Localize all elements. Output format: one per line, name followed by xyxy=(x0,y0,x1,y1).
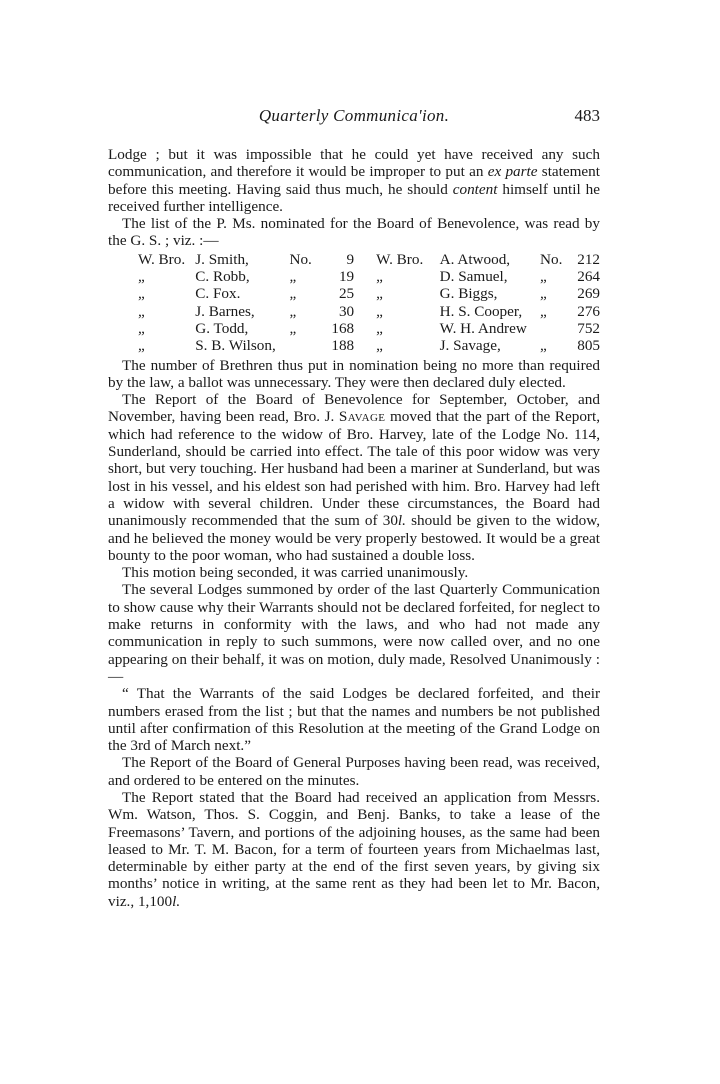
nominee-name: C. Robb, xyxy=(195,268,250,286)
lodge-no-label: „ xyxy=(540,285,547,303)
lodge-no-label: „ xyxy=(289,285,297,303)
nominee-prefix: „ xyxy=(138,268,145,286)
lodge-number: 264 xyxy=(577,268,600,286)
paragraph-5: This motion being seconded, it was carried unanimously. xyxy=(122,564,469,582)
running-title: Quarterly Communica'ion. xyxy=(258,106,450,125)
lodge-no-label: „ xyxy=(289,319,297,337)
text-run: himself until he received further intelligence. xyxy=(108,180,600,215)
nominee-name: D. Samuel, xyxy=(439,268,508,286)
nominee-name: W. H. Andrew xyxy=(439,319,527,337)
nominee-prefix: „ xyxy=(376,302,383,320)
nominee-name: G. Todd, xyxy=(195,319,249,337)
lodge-number: 188 xyxy=(331,337,355,355)
nominee-prefix: „ xyxy=(376,268,383,286)
paragraph-9 xyxy=(108,789,600,910)
text-run: should be given to the widow, and he believed the money would be very properly bestowed. It would be a great bounty to the poor woman, who had sustained a double loss. xyxy=(108,512,600,564)
text-run: statement before this meeting. Having said thus much, he should xyxy=(108,163,600,198)
italic-text: ex parte xyxy=(487,163,538,181)
nominee-name: A. Atwood, xyxy=(439,250,511,268)
nominee-prefix: „ xyxy=(376,337,383,355)
italic-text: content xyxy=(452,180,498,198)
nominee-row xyxy=(138,285,600,302)
paragraph-6: The several Lodges summoned by order of the last Quarterly Communication to show cause why their Warrants should not be declared forfeited, for neglect to make returns in conformity with the laws, and who had not made any communication in reply to such summons, were now called over, and no one appearing on their behalf, it was on motion, duly made, Resolved Unanimously :— xyxy=(108,581,600,685)
nominee-row xyxy=(138,337,600,354)
column-gap xyxy=(354,268,376,285)
nominee-prefix: W. Bro. xyxy=(376,250,424,268)
page-body xyxy=(108,146,600,910)
lodge-number: 752 xyxy=(577,319,600,337)
column-gap xyxy=(354,320,376,337)
paragraph-3: The number of Brethren thus put in nomination being no more than required by the law, a ballot was unnecessary. They were then declared duly elected. xyxy=(108,356,600,391)
column-gap xyxy=(354,251,376,268)
text-run: The Report of the Board of Benevolence for September, October, and November, having been read, Bro. J. xyxy=(108,391,600,426)
column-gap xyxy=(354,303,376,320)
lodge-no-label: „ xyxy=(540,337,547,355)
lodge-no-label: „ xyxy=(540,302,547,320)
paragraph-8: The Report of the Board of General Purposes having been read, was received, and ordered to be entered on the minutes. xyxy=(108,754,600,789)
lodge-no-label: No. xyxy=(289,250,312,268)
resolution-quote: “ That the Warrants of the said Lodges be declared forfeited, and their numbers erased from the list ; but that the names and numbers be not published until after confirmation of this Resolution at the meeting of the Grand Lodge on the 3rd of March next.” xyxy=(108,685,600,755)
nominee-name: J. Barnes, xyxy=(195,302,255,320)
small-caps-name: Savage xyxy=(338,408,386,426)
nominee-name: J. Smith, xyxy=(195,250,249,268)
nominee-prefix: „ xyxy=(376,319,383,337)
column-gap xyxy=(354,337,376,354)
lodge-number: 168 xyxy=(331,319,355,337)
currency-mark: l. xyxy=(397,512,406,530)
lodge-no-label: No. xyxy=(540,250,563,268)
nominee-name: G. Biggs, xyxy=(439,285,498,303)
nominee-row xyxy=(138,268,600,285)
lodge-no-label xyxy=(540,320,568,337)
paragraph-4 xyxy=(108,391,600,564)
nominee-prefix: W. Bro. xyxy=(138,250,186,268)
lodge-no-label: „ xyxy=(540,268,547,286)
nominee-row xyxy=(138,320,600,337)
lodge-number: 276 xyxy=(577,302,600,320)
nominee-prefix: „ xyxy=(138,285,145,303)
nominee-row xyxy=(138,251,600,268)
nominee-name: H. S. Cooper, xyxy=(439,302,523,320)
nominee-prefix: „ xyxy=(138,337,145,355)
nominee-name: S. B. Wilson, xyxy=(195,337,276,355)
lodge-number: 19 xyxy=(338,268,355,286)
paragraph-1 xyxy=(108,146,600,215)
nominee-prefix: „ xyxy=(138,319,145,337)
page-header xyxy=(108,106,600,130)
page-number: 483 xyxy=(574,106,600,125)
lodge-no-label: „ xyxy=(289,302,297,320)
lodge-no-label xyxy=(289,337,317,354)
lodge-number: 30 xyxy=(338,302,355,320)
nominee-prefix: „ xyxy=(376,285,383,303)
text-run: Lodge ; but it was impossible that he could yet have received any such communication, and therefore it would be improper to put an xyxy=(108,146,600,181)
text-run: The Report stated that the Board had received an application from Messrs. Wm. Watson, Thos. S. Coggin, and Benj. Banks, to take a lease of the Freemasons’ Tavern, and portions of the adjoining houses, as the same had been leased to Mr. T. M. Bacon, for a term of fourteen years from Michaelmas last, determinable by either party at the end of the first seven years, by giving six months’ notice in writing, at the same rent as they had been let to Mr. Bacon, viz., 1,100 xyxy=(108,788,600,910)
paragraph-2: The list of the P. Ms. nominated for the Board of Benevolence, was read by the G. S. ; viz. :— xyxy=(108,215,600,250)
lodge-number: 9 xyxy=(346,250,355,268)
lodge-number: 212 xyxy=(577,250,600,268)
nominee-name: J. Savage, xyxy=(439,337,501,355)
lodge-number: 805 xyxy=(577,337,600,355)
lodge-number: 269 xyxy=(577,285,600,303)
nominee-row xyxy=(138,303,600,320)
nominee-prefix: „ xyxy=(138,302,145,320)
nominee-table xyxy=(138,251,600,355)
column-gap xyxy=(354,285,376,302)
currency-mark: l. xyxy=(172,892,181,910)
lodge-number: 25 xyxy=(338,285,355,303)
nominee-name: C. Fox. xyxy=(195,285,241,303)
lodge-no-label: „ xyxy=(289,268,297,286)
text-run: moved that the part of the Report, which had reference to the widow of Bro. Harvey, late of the Lodge No. 114, Sunderland, should be carried into effect. The tale of this poor widow was very short, but very touching. Her husband had been a mariner at Sunderland, but was lost in his vessel, and his eldest son had perished with him. Bro. Harvey had left a widow with several children. Under these circumstances, the Board had unanimously recommended that the sum of 30 xyxy=(108,408,600,530)
